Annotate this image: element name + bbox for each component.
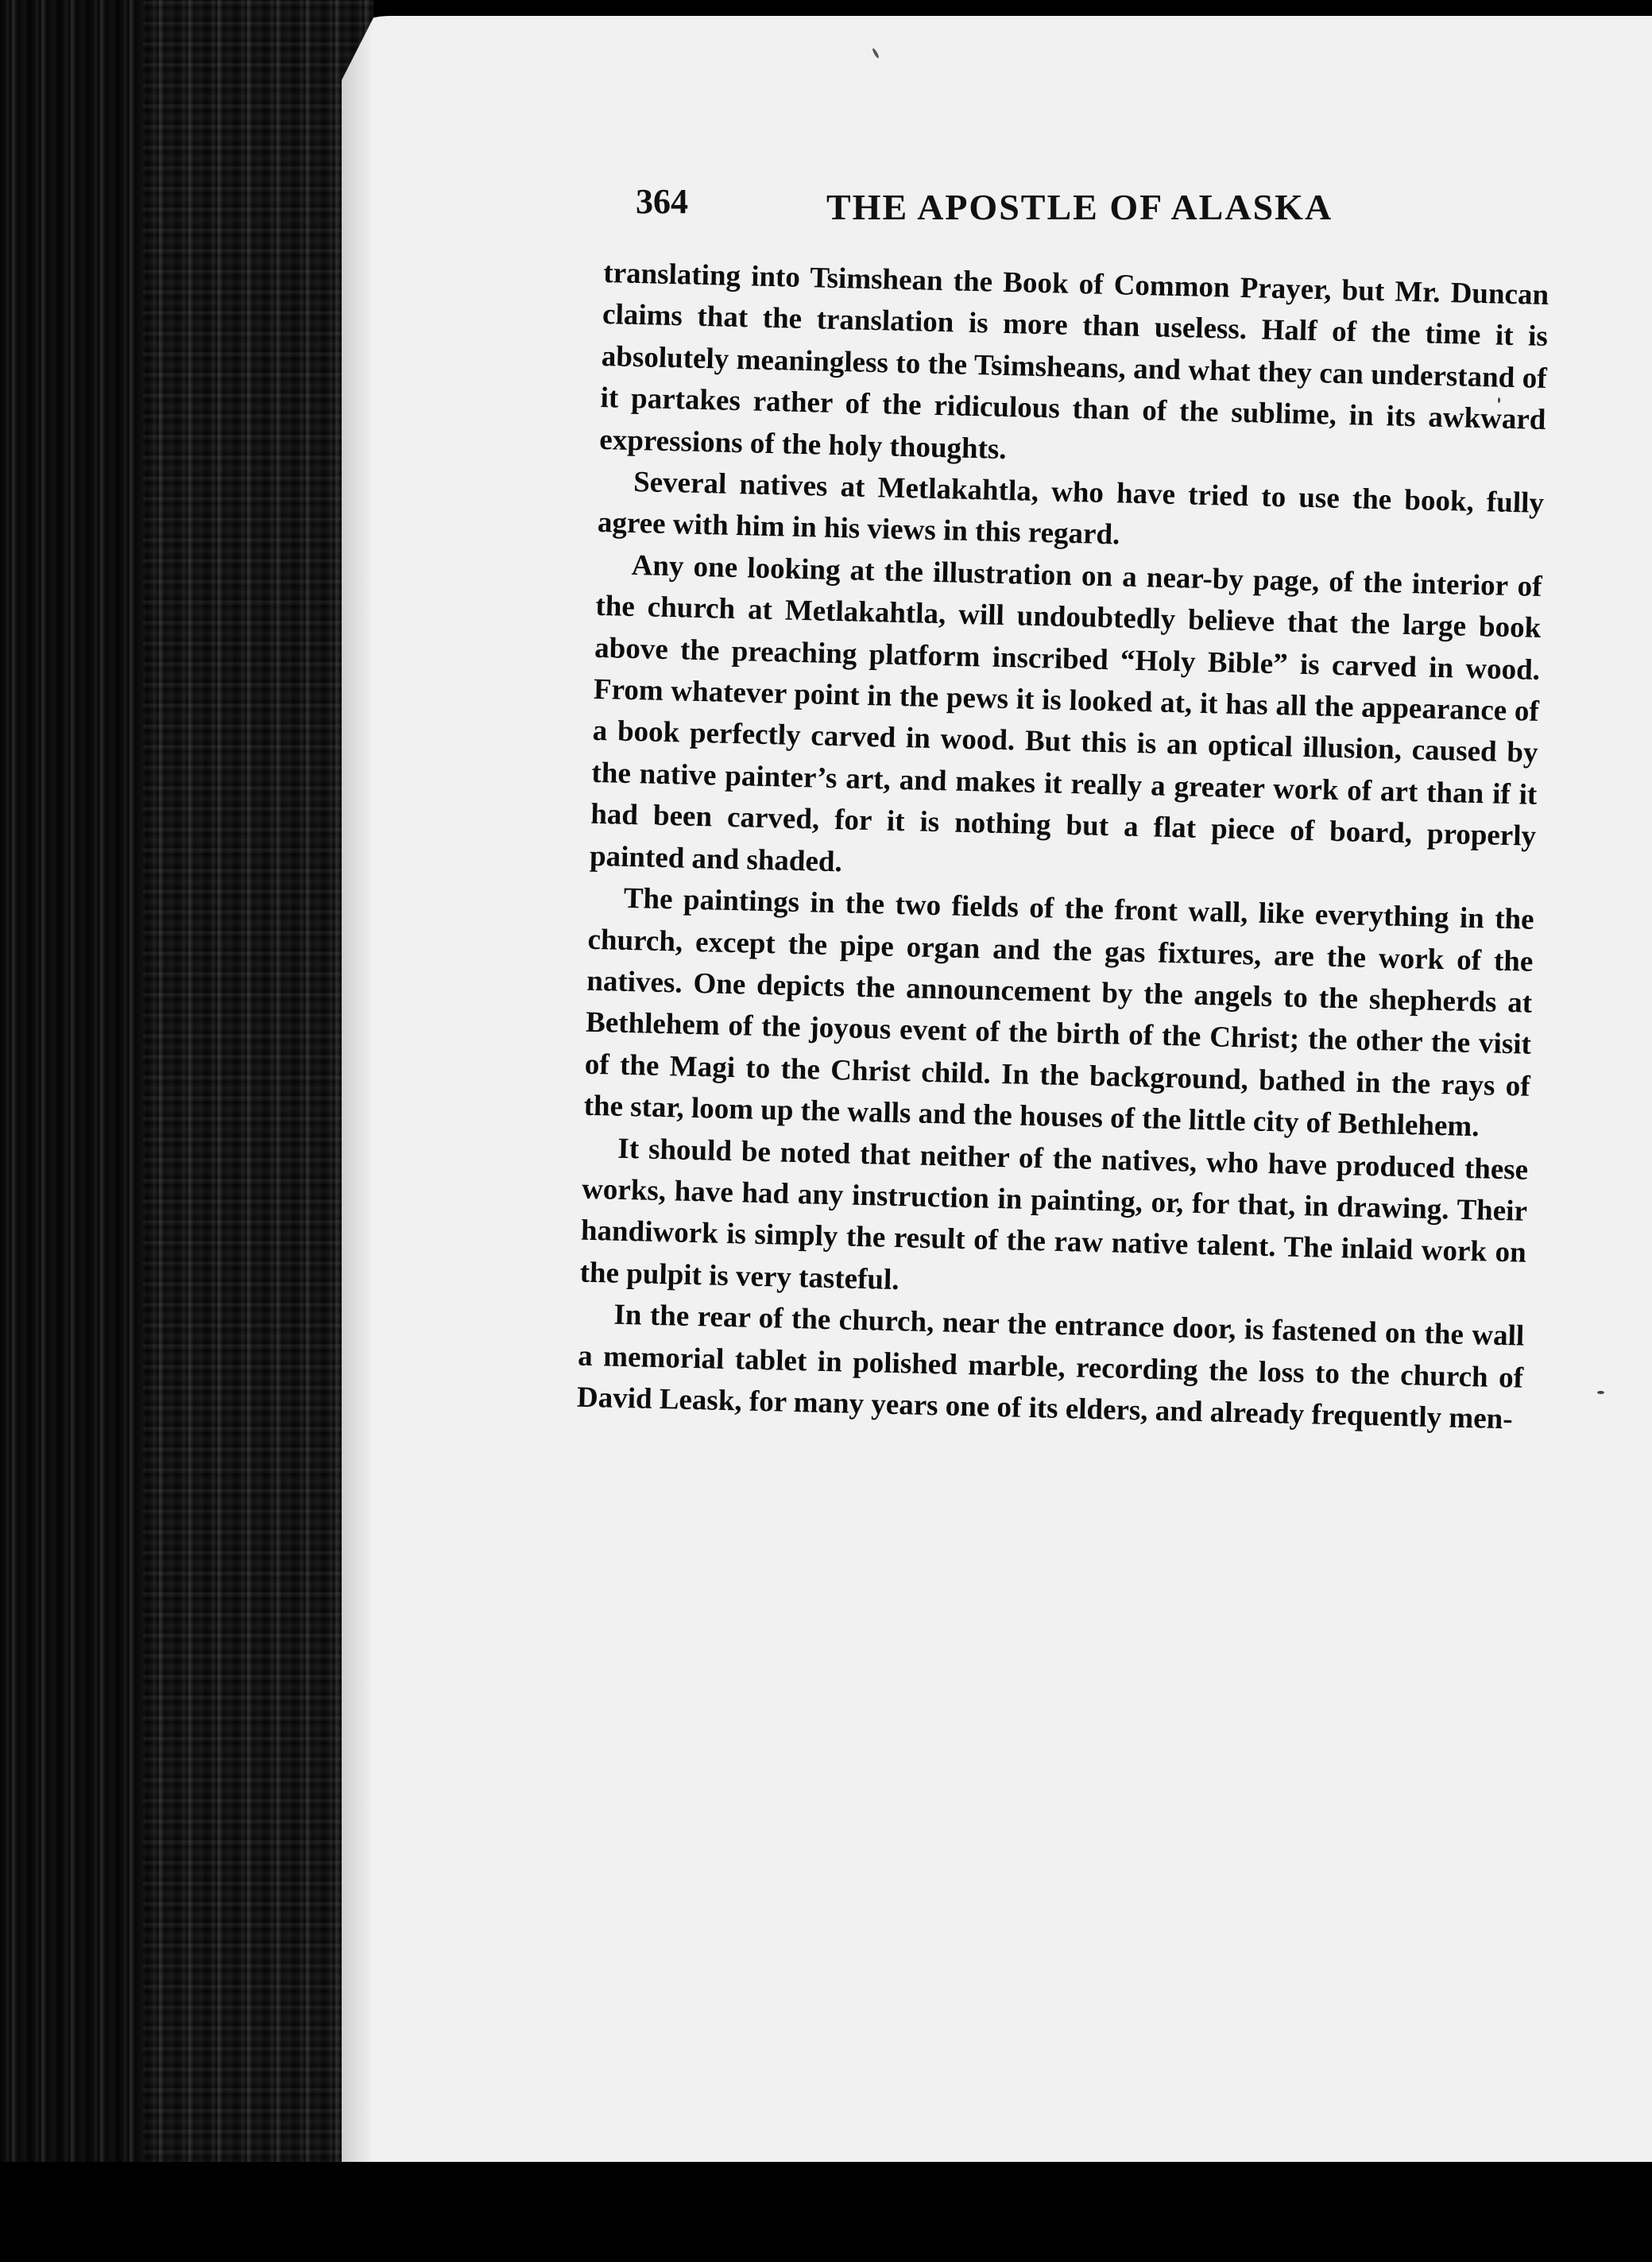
paragraph: The paintings in the two fields of the front wall, like everything in the church, except the pipe organ and the gas fixtures, are the work of the natives. One depicts the announcement by the angels to the shepherds at Bethlehem of the joyous event of the birth of the Christ; the other the visit of the Magi to the Christ child. In the background, bathed in the rays of the star, loom up the walls and the houses of the little city of Bethlehem. (583, 881, 1535, 1144)
page-header (636, 181, 1542, 237)
scan-bottom-border (0, 2162, 1652, 2262)
paragraph: It should be noted that neither of the natives, who have produced these works, have had any instruction in painting, or, for that, in drawing. Their handiwork is simply the result of the raw native talent. The inlaid work on the pulpit is very tasteful. (579, 1132, 1529, 1296)
paragraph: Several natives at Metlakahtla, who have tried to use the book, fully agree with him in his views in this regard. (597, 465, 1545, 552)
paragraph: Any one looking at the illustration on a near-by page, of the interior of the church at Metlakahtla, will undoubtedly believe that the large book above the preaching platform inscribed “Holy Bible” is carved in wood. From whatever point in the pews it is looked at, it has all the appearance of a book perfectly carved in wood. But this is an optical illusion, caused by the native painter’s art, and makes it really a greater work of art than if it had been carved, for it is nothing but a flat piece of board, properly painted and shaded. (589, 548, 1542, 878)
paragraph: In the rear of the church, near the entrance door, is fastened on the wall a memorial tablet in polished marble, recording the loss to the church of David Leask, for many years one of its elders, and already frequently men- (576, 1298, 1525, 1436)
book-spine-edge (0, 0, 373, 2262)
paragraph: translating into Tsimshean the Book of Common Prayer, but Mr. Duncan claims that the translation is more than useless. Half of the time it is absolutely meaningless to the Tsimsheans, and what they can understand of it partakes rather of the ridiculous than of the sublime, in its awkward expressions of the holy thoughts. (598, 256, 1549, 466)
page-number: 364 (636, 182, 688, 221)
scan-speck (1597, 1391, 1604, 1394)
running-title: THE APOSTLE OF ALASKA (826, 187, 1333, 227)
body-text (576, 253, 1549, 1441)
